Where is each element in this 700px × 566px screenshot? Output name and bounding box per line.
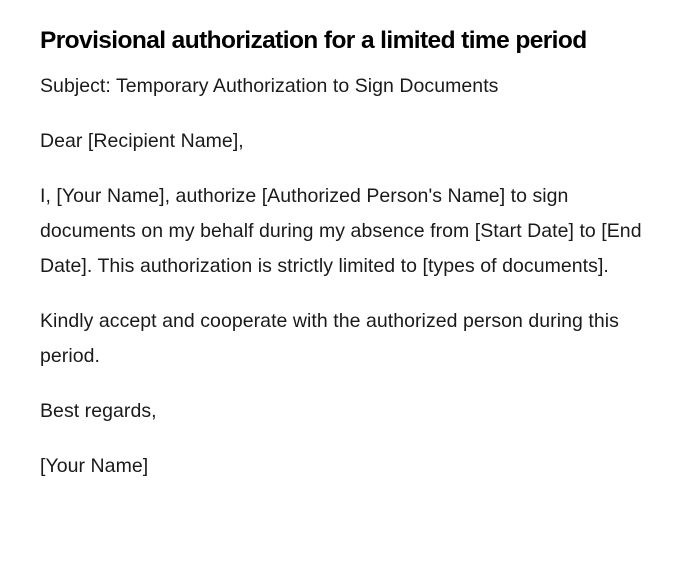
signature-name: [Your Name] <box>40 454 149 477</box>
document-title: Provisional authorization for a limited time period <box>40 27 587 54</box>
body-paragraph-authorization: I, [Your Name], authorize [Authorized Person's Name] to sign documents on my behalf during my absence from [Start Date] to [End Date]. This authorization is strictly limited to [types of documents]. <box>40 184 642 278</box>
body-paragraph-request: Kindly accept and cooperate with the authorized person during this period. <box>40 309 619 368</box>
salutation: Dear [Recipient Name], <box>40 129 244 152</box>
letter-document <box>40 24 660 504</box>
subject-line: Subject: Temporary Authorization to Sign Documents <box>40 75 499 97</box>
closing: Best regards, <box>40 400 157 423</box>
